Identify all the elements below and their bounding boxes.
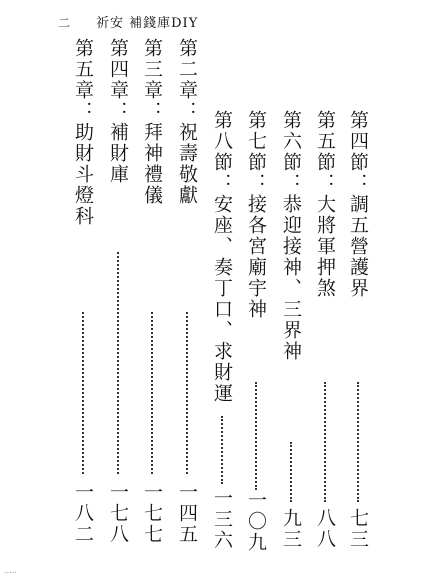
toc-page-number: 九三: [280, 508, 302, 550]
toc-page-number: 七三: [347, 508, 369, 550]
toc-entry: [310, 0, 340, 580]
toc-page-number: 一三六: [211, 488, 233, 551]
toc-entry: [276, 0, 306, 580]
toc-entry: [207, 0, 237, 580]
toc-leader-dots: [357, 382, 359, 502]
toc-entry-title: 第四章：補財庫: [107, 38, 129, 185]
toc-entry: [241, 0, 271, 580]
toc-page-number: 一四五: [176, 482, 198, 545]
toc-entry: [103, 0, 133, 580]
toc-leader-dots: [82, 312, 84, 474]
toc-entry-title: 第二章：祝壽敬獻: [176, 38, 198, 206]
toc-page-number: 一七七: [141, 482, 163, 545]
toc-leader-dots: [255, 382, 257, 490]
toc-leader-dots: [151, 312, 153, 474]
toc-leader-dots: [290, 442, 292, 502]
toc-page-number: 一八二: [72, 482, 94, 545]
page-number: 二: [58, 16, 71, 30]
toc-leader-dots: [186, 312, 188, 474]
toc-page-number: 一七八: [107, 482, 129, 545]
toc-entry: [68, 0, 98, 580]
toc-entry-title: 第三章：拜神禮儀: [141, 38, 163, 206]
toc-entry-title: 第七節：接各宮廟宇神: [245, 110, 267, 320]
scan-edge-mark: .....: [4, 566, 17, 575]
toc-entry-title: 第八節：安座、奏丁口、求財運: [211, 110, 233, 404]
toc-page-number: 一〇九: [245, 490, 267, 553]
toc-entry-title: 第四節：調五營護界: [347, 110, 369, 299]
toc-entry-title: 第五章：助財斗燈科: [72, 38, 94, 227]
toc-leader-dots: [324, 382, 326, 502]
toc-entry: [172, 0, 202, 580]
toc-leader-dots: [117, 252, 119, 474]
toc-entry: [137, 0, 167, 580]
toc-entry: [343, 0, 373, 580]
toc-entry-title: 第六節：恭迎接神、三界神: [280, 110, 302, 362]
running-title: 祈安 補錢庫DIY: [96, 16, 199, 31]
toc-entry-title: 第五節：大將軍押煞: [314, 110, 336, 299]
toc-leader-dots: [221, 416, 223, 484]
toc-page-number: 八八: [314, 508, 336, 550]
